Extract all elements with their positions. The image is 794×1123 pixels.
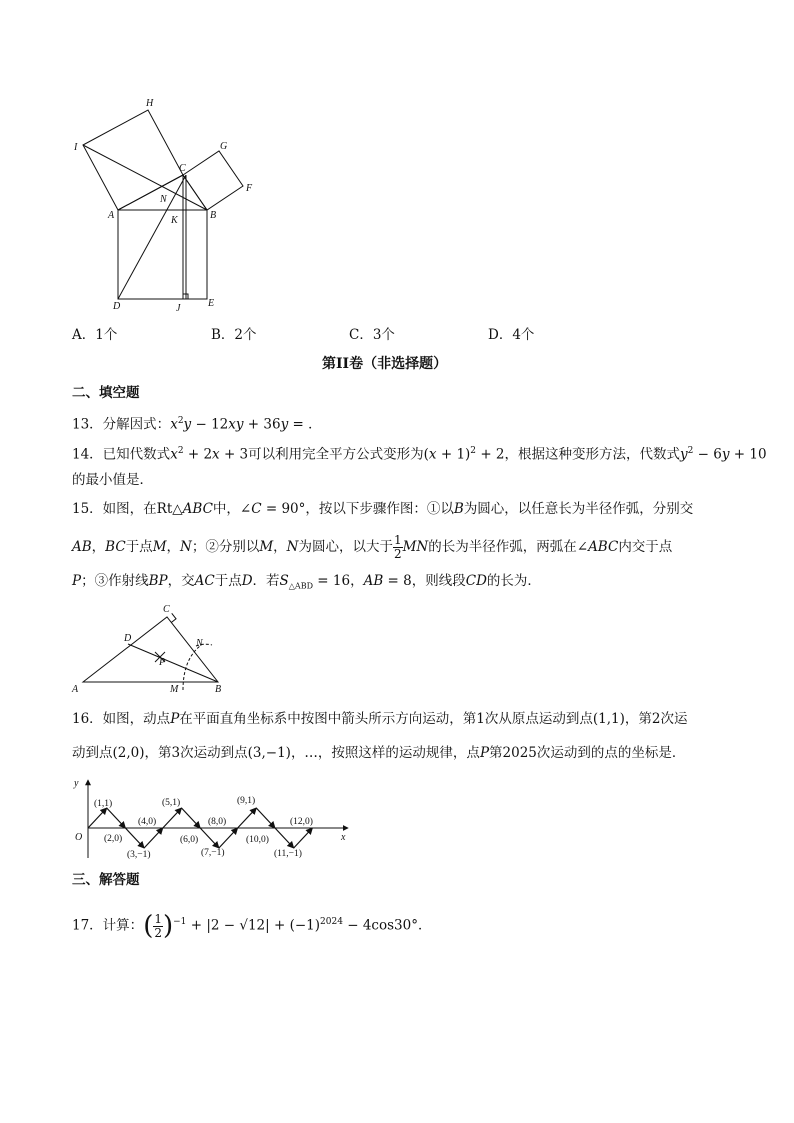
fig2-label-d: D — [124, 633, 132, 644]
point-label-6: (6,0) — [180, 835, 199, 845]
point-label-11: (11,−1) — [274, 849, 302, 859]
part3-heading: 三、解答题 — [72, 872, 140, 888]
figure-zigzag-path — [66, 770, 356, 865]
figure-angle-bisector — [66, 598, 236, 698]
point-label-3: (3,−1) — [127, 850, 151, 860]
question-14-line2: 的最小值是． — [72, 472, 153, 488]
option-d[interactable]: D．4个 — [488, 327, 535, 343]
label-k: K — [171, 215, 178, 226]
path-segment-1 — [88, 808, 107, 828]
fig2-label-a: A — [72, 684, 79, 695]
path-segment-12 — [294, 828, 313, 848]
label-e: E — [208, 298, 215, 309]
path-segment-2 — [107, 808, 126, 828]
axis-x-label: x — [341, 832, 346, 843]
fig2-label-n: N — [196, 638, 203, 649]
question-13: 13．分解因式：$x^2y - 12xy + 36y$ = ． — [72, 416, 322, 433]
path-segment-3 — [125, 828, 144, 848]
figure-pythagoras — [66, 90, 266, 320]
fig2-label-b: B — [215, 684, 222, 695]
axis-y-label: y — [74, 778, 79, 789]
label-a: A — [108, 210, 115, 221]
point-label-9: (9,1) — [237, 796, 256, 806]
question-15-line1: 15．如图，在Rt△ABC中，∠C = 90°，按以下步骤作图：①以B为圆心，以任意长为半径作弧，分别交 — [72, 501, 694, 517]
path-segment-8 — [219, 828, 238, 848]
question-17: 17．计算：( $\frac{1}{2}$ )$^{-1} + |2 - √12| + (-1)^{2024} - 4\cos 30^\circ$． — [72, 911, 432, 941]
point-label-5: (5,1) — [162, 798, 181, 808]
point-label-12: (12,0) — [290, 817, 313, 827]
path-segment-11 — [275, 828, 294, 848]
point-label-7: (7,−1) — [201, 848, 225, 858]
option-a[interactable]: A．1个 — [72, 327, 118, 343]
label-i: I — [74, 142, 78, 153]
question-14-line1: 14．已知代数式$x^2 + 2x + 3$可以利用完全平方公式变形为$(x + 1)^2 + 2$，根据这种变形方法，代数式$y^2 - 6y + 10$ — [72, 446, 767, 463]
path-segment-10 — [256, 808, 275, 828]
label-g: G — [220, 141, 228, 152]
option-c[interactable]: C．3个 — [349, 327, 395, 343]
part2-heading: 二、填空题 — [72, 385, 140, 401]
label-c: C — [179, 163, 186, 174]
fig2-label-c: C — [163, 604, 170, 615]
label-h: H — [146, 98, 154, 109]
path-segment-6 — [182, 808, 201, 828]
question-16-line2: 动到点(2,0)，第3次运动到点(3,−1)，…，按照这样的运动规律，点P第2025次运动到的点的坐标是． — [72, 745, 686, 761]
path-segment-9 — [238, 808, 257, 828]
point-label-4: (4,0) — [138, 817, 157, 827]
point-label-1: (1,1) — [94, 799, 113, 809]
label-d: D — [113, 301, 121, 312]
question-15-line2: AB，BC于点M，N；②分别以M，N为圆心，以大于 $\frac{1}{2}$ MN的长为半径作弧，两弧在∠ABC内交于点 — [72, 533, 673, 561]
option-b[interactable]: B．2个 — [211, 327, 257, 343]
point-label-8: (8,0) — [208, 817, 227, 827]
question-15-line3: P；③作射线BP，交AC于点D．若$S_{\triangle ABD} = 16$，AB = 8，则线段CD的长为． — [72, 573, 541, 591]
label-j: J — [176, 303, 181, 314]
fig2-label-p: P — [159, 657, 166, 668]
label-n: N — [160, 194, 167, 205]
label-b: B — [210, 210, 217, 221]
path-segment-4 — [144, 828, 163, 848]
question-16-line1: 16．如图，动点P在平面直角坐标系中按图中箭头所示方向运动，第1次从原点运动到点(1,1)，第2次运 — [72, 711, 688, 727]
label-f: F — [246, 183, 253, 194]
origin-label: O — [75, 832, 83, 843]
fig2-label-m: M — [170, 684, 179, 695]
path-segment-5 — [163, 808, 182, 828]
point-label-2: (2,0) — [104, 834, 123, 844]
path-segment-7 — [200, 828, 219, 848]
section-title: 第II卷（非选择题） — [322, 356, 448, 372]
point-label-10: (10,0) — [246, 835, 269, 845]
